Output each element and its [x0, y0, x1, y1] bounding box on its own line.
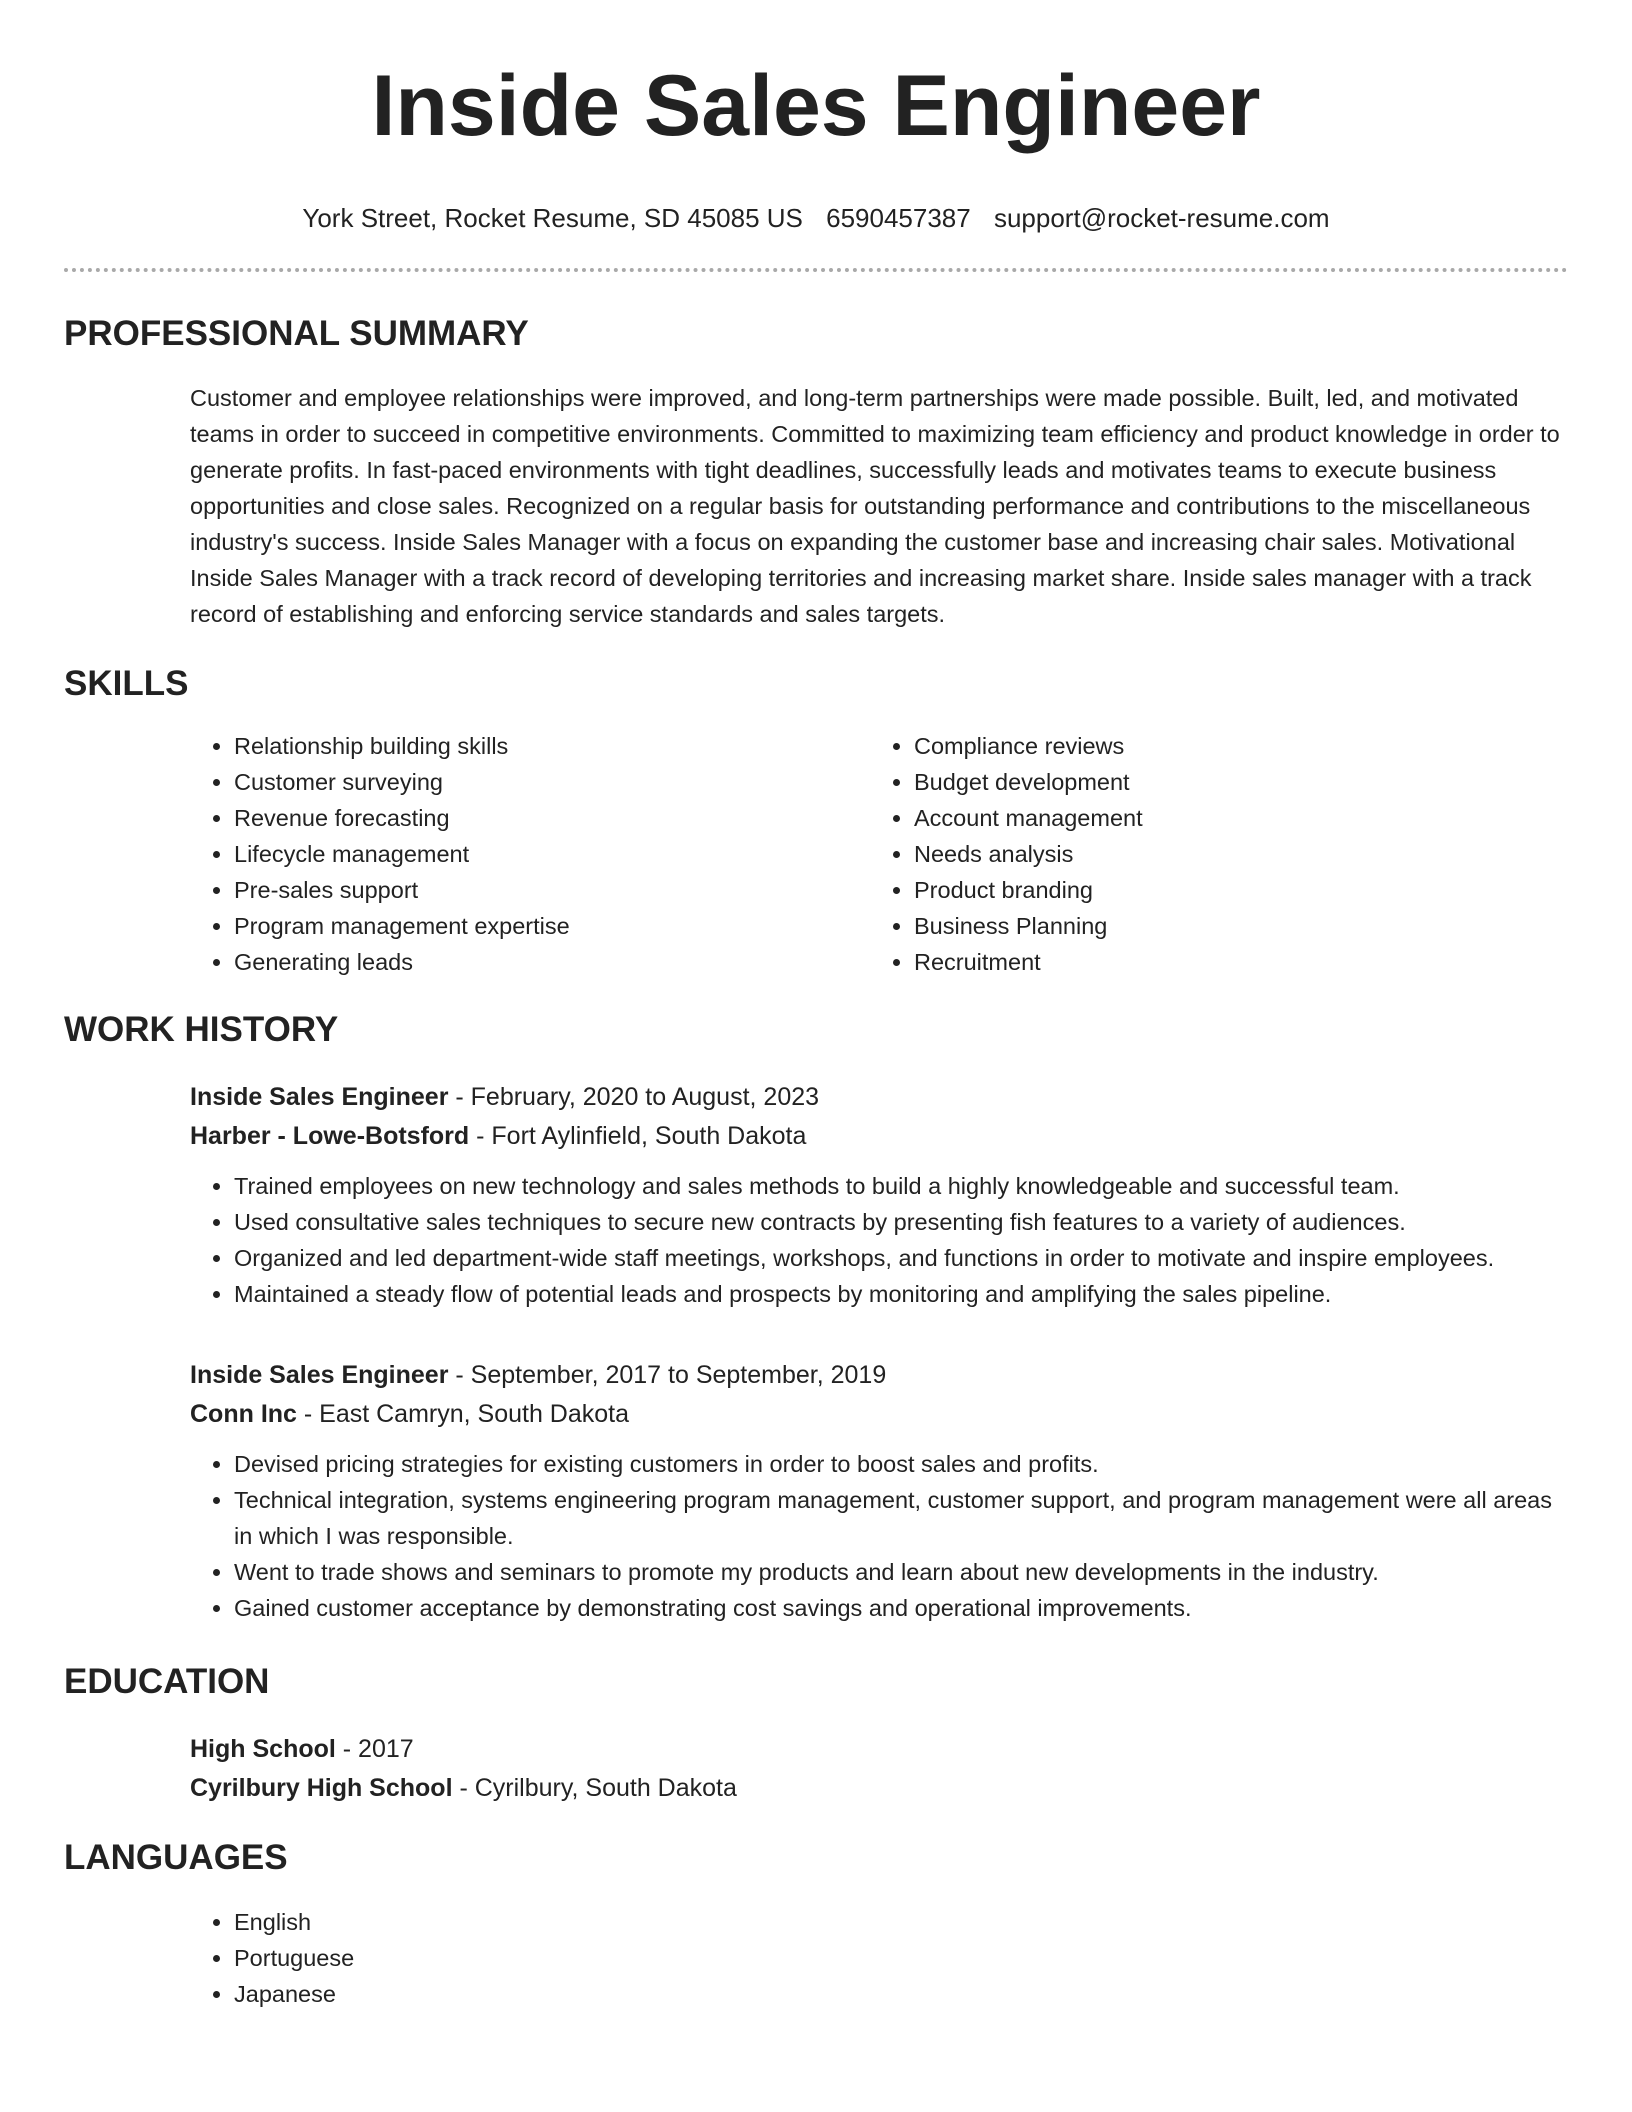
skill-item: • Relationship building skills	[234, 728, 870, 764]
job-entry	[190, 1356, 1568, 1626]
job-duties-list	[190, 1446, 1568, 1626]
education-location: - Cyrilbury, South Dakota	[452, 1774, 737, 1802]
skill-item: • Lifecycle management	[234, 836, 870, 872]
skill-item: • Product branding	[914, 872, 1550, 908]
job-role: Inside Sales Engineer	[190, 1083, 449, 1111]
skill-item: • Account management	[914, 800, 1550, 836]
contact-phone: 6590457387	[826, 203, 971, 233]
language-item: • Japanese	[234, 1976, 1568, 2012]
job-duty-item: • Used consultative sales techniques to secure new contracts by presenting fish features to a variety of audiences.	[234, 1204, 1568, 1240]
header-divider	[64, 268, 1568, 272]
education-school-line	[190, 1769, 1568, 1808]
section-title-work-history: WORK HISTORY	[64, 1010, 339, 1049]
skill-item: • Budget development	[914, 764, 1550, 800]
skills-column-left	[190, 728, 870, 980]
skill-item: • Pre-sales support	[234, 872, 870, 908]
job-duty-item: • Trained employees on new technology and sales methods to build a highly knowledgeable and successful team.	[234, 1168, 1568, 1204]
resume-name: Inside Sales Engineer	[371, 58, 1261, 154]
skill-item: • Needs analysis	[914, 836, 1550, 872]
skill-item: • Recruitment	[914, 944, 1550, 980]
job-company: Harber - Lowe-Botsford	[190, 1122, 470, 1150]
languages-section	[190, 1904, 1568, 2012]
skills-column-right	[870, 728, 1550, 980]
job-role-line	[190, 1078, 1568, 1117]
job-duty-item: • Technical integration, systems engineering program management, customer support, and program management were all areas in which I was responsible.	[234, 1482, 1568, 1554]
job-duty-item: • Gained customer acceptance by demonstrating cost savings and operational improvements.	[234, 1590, 1568, 1626]
language-item: • English	[234, 1904, 1568, 1940]
job-dates: - September, 2017 to September, 2019	[448, 1361, 887, 1389]
skill-item: • Program management expertise	[234, 908, 870, 944]
languages-list	[190, 1904, 1568, 2012]
job-dates: - February, 2020 to August, 2023	[448, 1083, 820, 1111]
job-location: - Fort Aylinfield, South Dakota	[469, 1122, 807, 1150]
job-role-line	[190, 1356, 1568, 1395]
contact-address: York Street, Rocket Resume, SD 45085 US	[302, 203, 803, 233]
language-item: • Portuguese	[234, 1940, 1568, 1976]
job-company: Conn Inc	[190, 1400, 297, 1428]
education-degree: High School	[190, 1735, 336, 1763]
job-role: Inside Sales Engineer	[190, 1361, 449, 1389]
skills-list-left	[190, 728, 870, 980]
education-year: - 2017	[335, 1735, 414, 1763]
section-title-skills: SKILLS	[64, 664, 189, 703]
section-title-summary: PROFESSIONAL SUMMARY	[64, 314, 529, 353]
skill-item: • Revenue forecasting	[234, 800, 870, 836]
job-location: - East Camryn, South Dakota	[296, 1400, 630, 1428]
job-entry	[190, 1078, 1568, 1312]
job-company-line	[190, 1117, 1568, 1156]
skills-list-right	[870, 728, 1550, 980]
job-duty-item: • Went to trade shows and seminars to promote my products and learn about new developments in the industry.	[234, 1554, 1568, 1590]
job-company-line	[190, 1395, 1568, 1434]
skill-item: • Generating leads	[234, 944, 870, 980]
contact-line	[64, 202, 1568, 234]
job-duty-item: • Devised pricing strategies for existing customers in order to boost sales and profits.	[234, 1446, 1568, 1482]
section-title-languages: LANGUAGES	[64, 1838, 288, 1877]
skill-item: • Business Planning	[914, 908, 1550, 944]
job-duty-item: • Organized and led department-wide staff meetings, workshops, and functions in order to motivate and inspire employees.	[234, 1240, 1568, 1276]
contact-email: support@rocket-resume.com	[993, 203, 1330, 233]
job-duties-list	[190, 1168, 1568, 1312]
education-school: Cyrilbury High School	[190, 1774, 453, 1802]
section-title-education: EDUCATION	[64, 1662, 270, 1701]
skill-item: • Customer surveying	[234, 764, 870, 800]
summary-text: Customer and employee relationships were improved, and long-term partnerships were made possible. Built, led, and motivated teams in order to succeed in competitive environments. Committed to maximizing team efficiency and product knowledge in order to generate profits. In fast-paced environments with tight deadlines, successfully leads and motivates teams to execute business opportunities and close sales. Recognized on a regular basis for outstanding performance and contributions to the miscellaneous industry's success. Inside Sales Manager with a focus on expanding the customer base and increasing chair sales. Motivational Inside Sales Manager with a track record of developing territories and increasing market share. Inside sales manager with a track record of establishing and enforcing service standards and sales targets.	[190, 385, 1560, 627]
education-degree-line	[190, 1730, 1568, 1769]
skill-item: • Compliance reviews	[914, 728, 1550, 764]
education-entry	[190, 1730, 1568, 1808]
skills-grid	[190, 728, 1568, 980]
job-duty-item: • Maintained a steady flow of potential leads and prospects by monitoring and amplifying the sales pipeline.	[234, 1276, 1568, 1312]
